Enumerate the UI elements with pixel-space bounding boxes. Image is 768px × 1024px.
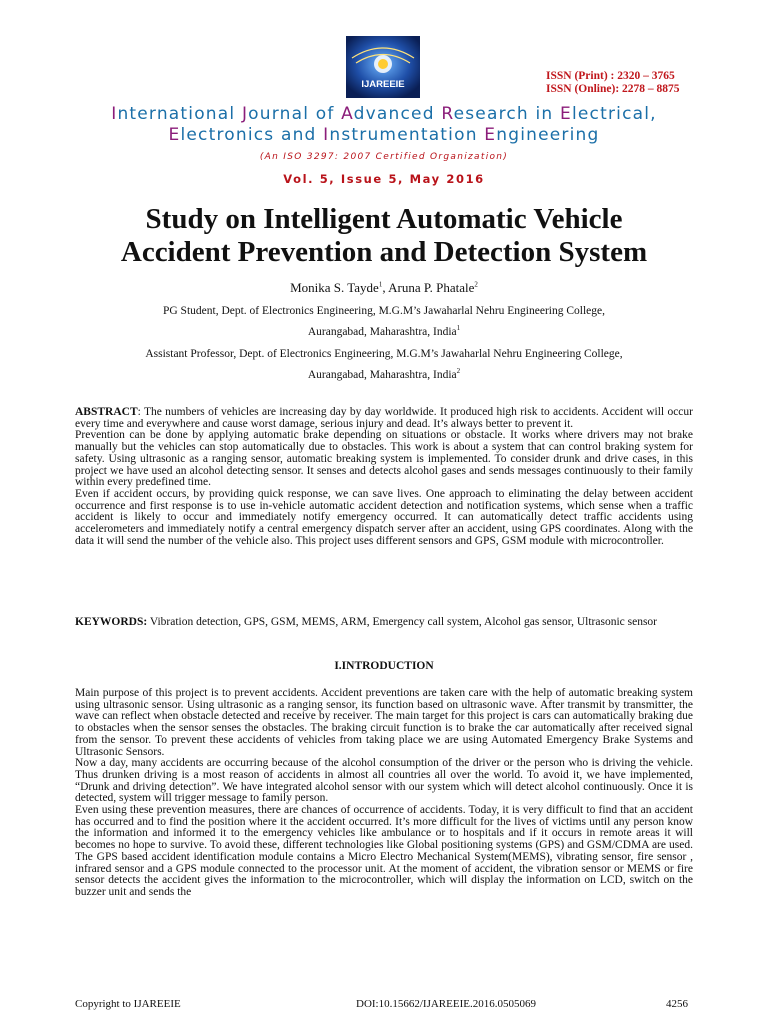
keywords-section [75,617,693,629]
intro-paragraph-3: Even using these prevention measures, there are chances of occurrence of accidents. Today, it is very difficult to find that an accident has occurred and to find the position where it the accident occurred. It’s more difficult for the lives of victims until any person know the information and informed it to the emergency vehicles like ambulance or to hospitals and if it occurs in remote areas it will becomes no hope to survive. To avoid these, different technologies like Global positioning systems (GPS) and GSM/CDMA are used. The GPS based accident identification module contains a Micro Electro Mechanical System(MEMS), vibrating sensor, fire sensor , infrared sensor and a GPS module connected to the processor unit. At the moment of accident, the vibration sensor or MEMS or fire sensor detects the accident gives the information to the microcontroller, which will display the information on LCD, switch on the buzzer unit and sends the [75,804,693,898]
intro-paragraph-1: Main purpose of this project is to prevent accidents. Accident preventions are taken care with the help of automatic breaking system using ultrasonic sensor. Using ultrasonic as a ranging sensor, its function based on ultrasonic wave. After transmit by transmitter, the wave can reflect when obstacle detected and receive by receiver. The main target for this project is cars can automatically braking due to obstacles when the sensor senses the obstacles. The braking circuit function is to brake the car automatically after received signal from the sensor. To prevent these accidents of vehicles from taking place we are using Automated Emergency Brake Systems and Ultrasonic Sensors. [75,687,693,758]
intro-paragraph-2: Now a day, many accidents are occurring because of the alcohol consumption of the driver or the person who is driving the vehicle. Thus drunken driving is a most reason of accidents in almost all countries all over the world. To avoid it, we have implemented, “Drunk and driving detection”. We have integrated alcohol sensor with our system which will detect alcohol continuously. Once it is detected, system will trigger message to family person. [75,757,693,805]
footer-page-number: 4256 [666,998,688,1010]
keywords-label: KEYWORDS: [75,616,148,628]
logo-text: IJAREEIE [361,79,405,90]
issn-block [546,70,680,96]
journal-logo [346,36,420,98]
journal-word-rest: esearch in [453,104,561,124]
journal-word-rest: ournal of [248,104,342,124]
journal-name-line1 [0,104,768,124]
journal-word-rest: nstrumentation [329,125,485,145]
footer-doi: DOI:10.15662/IJAREEIE.2016.0505069 [356,998,536,1010]
journal-word-initial: I [111,104,118,124]
abstract-section [75,407,693,547]
title-line-2: Accident Prevention and Detection System [120,236,648,268]
journal-word-rest: ngineering [496,125,600,145]
journal-name-line2 [0,125,768,145]
abstract-paragraph-3: Even if accident occurs, by providing quick response, we can save lives. One approach to eliminating the delay between accident occurrence and first response is to use in-vehicle automatic accident detection and notification systems, which sense when a traffic accident is likely to occur and immediately notify emergency occurred. It can automatically detect traffic accidents using accelerometers and immediately notify a central emergency dispatch server after an accident, using GPS coordinates. Along with the data it will send the number of the vehicle also. This project uses different sensors and GPS, GSM module with microcontroller. [75,487,693,547]
journal-word-initial: E [560,104,572,124]
section-heading-introduction: I.INTRODUCTION [334,660,434,672]
abstract-paragraph-2: Prevention can be done by applying automatic brake depending on situations or obstacle. It works where drivers may not brake manually but the vehicles can stop automatically due to obstacles. This work is about a system that can control braking system for safety. Using ultrasonic as a ranging sensor, automatic breaking system is implemented. To consider drunk and drive cases, in this project we have used an alcohol detecting sensor. It senses and detects alcohol gases and sends messages continuously to their family within every predefined time. [75,429,693,489]
journal-word-initial: E [484,125,497,145]
journal-word-rest: nternational [117,104,242,124]
journal-word-rest: lectrical, [571,104,657,124]
keywords-paragraph [75,617,693,629]
journal-word-initial: A [341,104,354,124]
volume-issue: Vol. 5, Issue 5, May 2016 [283,172,485,186]
affiliation-2-sup: 2 [456,367,461,376]
journal-word-initial: J [241,104,249,124]
journal-word-rest: lectronics and [180,125,324,145]
title-line-1: Study on Intelligent Automatic Vehicle [145,203,623,235]
abstract-label: ABSTRACT [75,406,138,418]
issn-print: ISSN (Print) : 2320 – 3765 [546,70,675,82]
issn-online: ISSN (Online): 2278 – 8875 [546,83,680,95]
author-1: Monika S. Tayde [290,280,379,295]
journal-word-initial: R [441,104,454,124]
affiliation-2-place: Aurangabad, Maharashtra, India [307,369,457,381]
keywords-text: Vibration detection, GPS, GSM, MEMS, ARM, Emergency call system, Alcohol gas sensor, Ultrasonic sensor [147,616,658,628]
affiliation-1-place: Aurangabad, Maharashtra, India [307,326,457,338]
journal-word-rest: dvanced [353,104,442,124]
author-1-sup: 1 [378,280,383,289]
paper-title [0,203,768,269]
author-separator: , [382,280,389,295]
author-2-sup: 2 [474,280,478,289]
footer-copyright: Copyright to IJAREEIE [75,998,181,1010]
abstract-paragraph-1 [75,407,693,430]
affiliation-1-line-1: PG Student, Dept. of Electronics Engineering, M.G.M’s Jawaharlal Nehru Engineering College, [162,305,605,317]
affiliation-2-line-2 [0,369,768,381]
affiliation-1-line-2 [0,326,768,338]
author-2: Aruna P. Phatale [388,280,475,295]
journal-word-initial: E [168,125,181,145]
abstract-text-1: : The numbers of vehicles are increasing day by day worldwide. It produced high risk to accidents. Accident will occur every time and everywhere and cause worst damage, serious injury and dead. It’s always better to prevent it. [75,406,693,430]
affiliation-1-sup: 1 [456,324,461,333]
certification-note: (An ISO 3297: 2007 Certified Organization) [259,152,509,162]
author-list [0,280,768,296]
affiliation-2-line-1: Assistant Professor, Dept. of Electronics Engineering, M.G.M’s Jawaharlal Nehru Engineering College, [145,348,623,360]
journal-word-initial: I [323,125,330,145]
introduction-section [75,688,693,899]
